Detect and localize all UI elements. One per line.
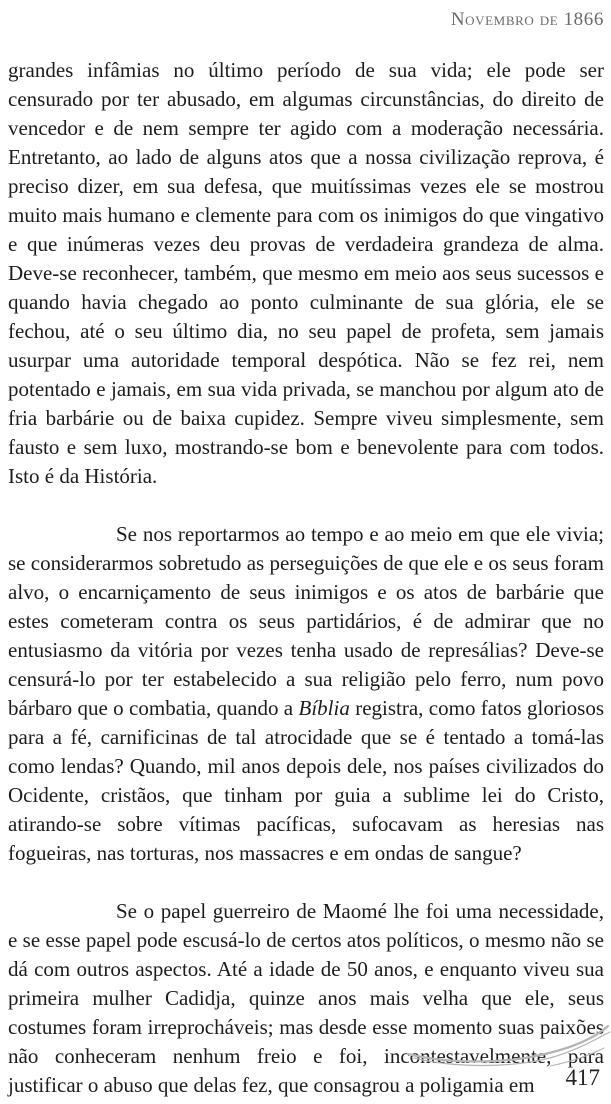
paragraph-2	[8, 520, 604, 868]
swash-flourish-icon	[400, 1018, 611, 1104]
paragraph-2-text-b: registra, como fatos gloriosos para a fé, carnificinas de tal atrocidade que se é tentado a tomá-las como lendas? Quando, mil anos depois dele, nos países civilizados do Ocidente, cristãos, que tinham por guia a sublime lei do Cristo, atirando-se sobre vítimas pacíficas, sufocavam as heresias nas fogueiras, nas torturas, nos massacres e em ondas de sangue?	[8, 696, 605, 865]
paragraph-1-text: grandes infâmias no último período de sua vida; ele pode ser censurado por ter abusado, em algumas circunstâncias, do direito de vencedor e de nem sempre ter agido com a moderação necessária. Entretanto, ao lado de alguns atos que a nossa civilização reprova, é preciso dizer, em sua defesa, que muitíssimas vezes ele se mostrou muito mais humano e clemente para com os inimigos do que vingativo e que inúmeras vezes deu provas de verdadeira grandeza de alma. Deve-se reconhecer, também, que mesmo em meio aos seus sucessos e quando havia chegado ao ponto culminante de sua glória, ele se fechou, até o seu último dia, no seu papel de profeta, sem jamais usurpar uma autoridade temporal despótica. Não se fez rei, nem potentado e jamais, em sua vida privada, se manchou por algum ato de fria barbárie ou de baixa cupidez. Sempre viveu simplesmente, sem fausto e sem luxo, mostrando-se bom e benevolente para com todos. Isto é da História.	[8, 58, 604, 488]
page-number: 417	[565, 1065, 600, 1090]
paragraph-1	[8, 56, 604, 491]
paragraph-3-text: Se o papel guerreiro de Maomé lhe foi uma necessidade, e se esse papel pode escusá-lo de certos atos políticos, o mesmo não se dá com outros aspectos. Até a idade de 50 anos, e enquanto viveu sua primeira mulher Cadidja, quinze anos mais velha que ele, seus costumes foram irreprocháveis; mas desde esse momento suas paixões não conheceram nenhum freio e foi, incontestavelmente, para justificar o abuso que delas fez, que consagrou a poligamia em	[8, 899, 604, 1097]
running-header: Novembro de 1866	[450, 9, 604, 30]
page-body	[8, 56, 604, 1100]
paragraph-2-italic-term: Bíblia	[298, 696, 350, 720]
paragraph-2-text-a: Se nos reportarmos ao tempo e ao meio em que ele vivia; se considerarmos sobretudo as perseguições de que ele e os seus foram alvo, o encarniçamento de seus inimigos e os atos de barbárie que estes cometeram contra os seus partidários, é de admirar que no entusiasmo da vitória por vezes tenha usado de represálias? Deve-se censurá-lo por ter estabelecido a sua religião pelo ferro, num povo bárbaro que o combatia, quando a	[8, 522, 604, 720]
